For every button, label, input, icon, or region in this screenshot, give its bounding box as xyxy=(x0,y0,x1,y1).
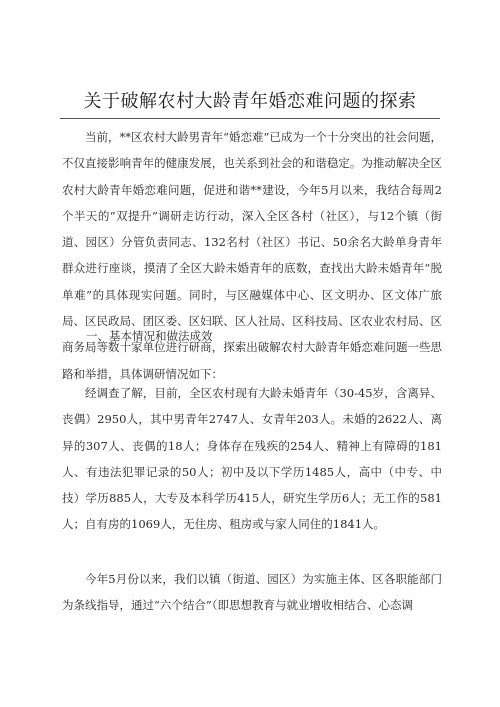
title-underline xyxy=(60,118,440,119)
document-title: 关于破解农村大龄青年婚恋难问题的探索 xyxy=(83,91,417,112)
statistics-paragraph: 经调查了解，目前，全区农村现有大龄未婚青年（30-45岁，含离异、丧偶）2950人，其中男青年2747人、女青年203人。未婚的2622人、离异的307人、丧偶的18人；身体存在残疾的254人、精神上有障碍的181人、有违法犯罪记录的50人；初中及以下学历1485人，高中（中专、中技）学历885人，大专及本科学历415人，研究生学历6人；无工作的581人；自有房的1069人，无住房、租房或与家人同住的1841人。 xyxy=(62,386,442,532)
measures-paragraph: 今年5月份以来，我们以镇（街道、园区）为实施主体、区各职能部门为条线指导，通过“六个结合”（即思想教育与就业增收相结合、心态调 xyxy=(62,572,442,613)
intro-paragraph: 当前，**区农村大龄男青年“婚恋难”已成为一个十分突出的社会问题，不仅直接影响青年的健康发展，也关系到社会的和谐稳定。为推动解决全区农村大龄青年婚恋难问题，促进和谐**建设，今年5月以来，我结合每周2个半天的“双提升”调研走访行动，深入全区各村（社区），与12个镇（街道、园区）分管负责同志、132名村（社区）书记、50余名大龄单身青年群众进行座谈，摸清了全区大龄未婚青年的底数，查找出大龄未婚青年“脱单难”的具体现实问题。同时，与区融媒体中心、区文明办、区文体广旅局、区民政局、团区委、区妇联、区人社局、区科技局、区农业农村局、区商务局等数十家单位进行研商，探索出破解农村大龄青年婚恋难问题一些思路和举措，具体调研情况如下： xyxy=(62,130,442,381)
section-heading-basic-situation: 一、基本情况和做法成效 xyxy=(86,329,213,343)
